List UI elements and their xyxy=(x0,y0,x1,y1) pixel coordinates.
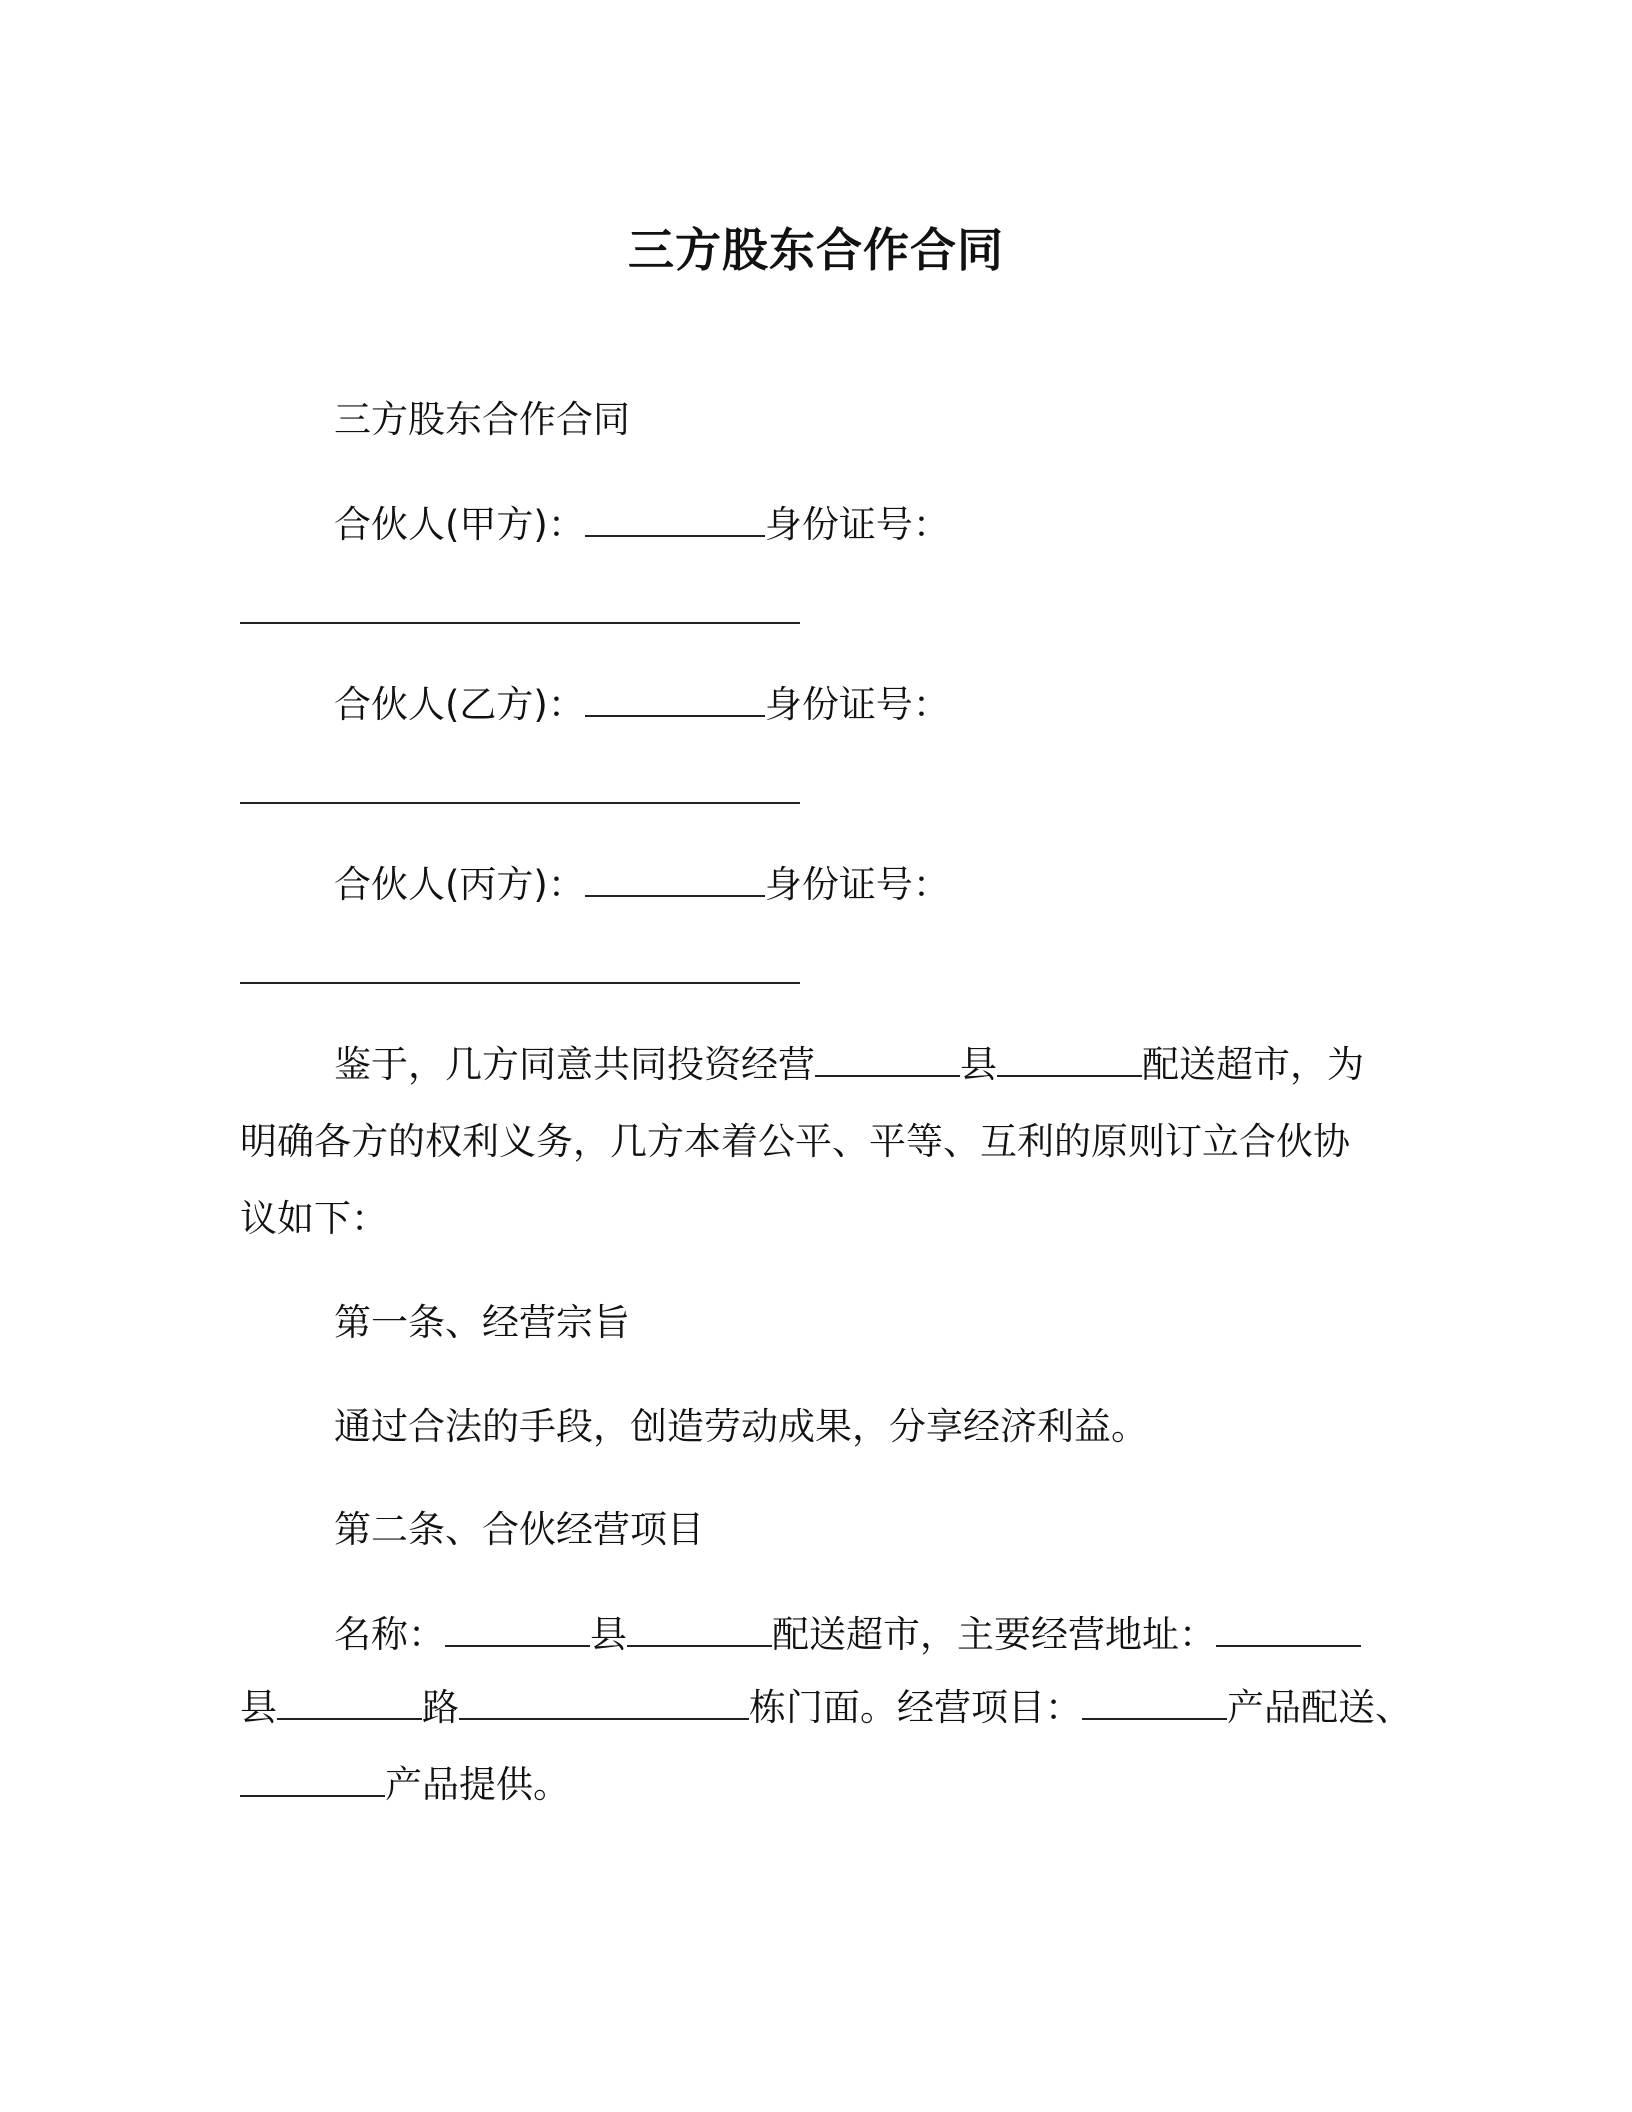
article-2-text: 产品提供。 xyxy=(385,1763,570,1806)
article-2-line-1 xyxy=(334,1612,1361,1658)
name-county-blank xyxy=(445,1617,590,1647)
partner-b-name-blank xyxy=(585,687,765,717)
document-title: 三方股东合作合同 xyxy=(628,223,1004,277)
preamble-text: 县 xyxy=(960,1043,997,1086)
partner-b-line xyxy=(334,682,950,728)
partner-b-id-label: 身份证号： xyxy=(764,683,950,726)
county-blank xyxy=(815,1047,960,1077)
partner-c-label: 合伙人(丙方)： xyxy=(334,863,585,906)
address-road-blank xyxy=(459,1690,749,1720)
article-2-line-2 xyxy=(240,1685,1412,1731)
preamble-text: 配送超市，为 xyxy=(1142,1043,1364,1086)
product-blank xyxy=(240,1767,385,1797)
partner-c-id-label: 身份证号： xyxy=(764,863,950,906)
partner-a-id-blank xyxy=(240,622,800,624)
preamble-line-2: 明确各方的权利义务，几方本着公平、平等、互利的原则订立合伙协 xyxy=(240,1120,1350,1163)
preamble-line-3: 议如下： xyxy=(240,1197,388,1240)
article-2-text: 县 xyxy=(240,1686,277,1729)
article-2-text: 产品配送、 xyxy=(1227,1686,1412,1729)
name-supermarket-blank xyxy=(627,1617,772,1647)
preamble-line-1 xyxy=(334,1042,1364,1088)
partner-a-name-blank xyxy=(585,507,765,537)
article-2-text: 路 xyxy=(422,1686,459,1729)
partner-c-id-blank xyxy=(240,982,800,984)
partner-c-name-blank xyxy=(585,867,765,897)
address-county-blank xyxy=(277,1690,422,1720)
partner-a-label: 合伙人(甲方)： xyxy=(334,503,585,546)
business-item-blank xyxy=(1082,1690,1227,1720)
partner-a-id-label: 身份证号： xyxy=(764,503,950,546)
article-1-heading: 第一条、经营宗旨 xyxy=(334,1301,630,1344)
partner-b-label: 合伙人(乙方)： xyxy=(334,683,585,726)
preamble-text: 鉴于，几方同意共同投资经营 xyxy=(334,1043,815,1086)
supermarket-blank xyxy=(997,1047,1142,1077)
article-2-line-3 xyxy=(240,1762,570,1808)
article-2-text: 名称： xyxy=(334,1613,445,1656)
article-1-body: 通过合法的手段，创造劳动成果，分享经济利益。 xyxy=(334,1405,1148,1448)
article-2-text: 栋门面。经营项目： xyxy=(749,1686,1082,1729)
partner-a-line xyxy=(334,502,950,548)
document-subtitle: 三方股东合作合同 xyxy=(334,398,630,441)
article-2-heading: 第二条、合伙经营项目 xyxy=(334,1508,704,1551)
article-2-text: 县 xyxy=(590,1613,627,1656)
article-2-text: 配送超市，主要经营地址： xyxy=(772,1613,1216,1656)
partner-b-id-blank xyxy=(240,802,800,804)
partner-c-line xyxy=(334,862,950,908)
address-blank xyxy=(1216,1617,1361,1647)
